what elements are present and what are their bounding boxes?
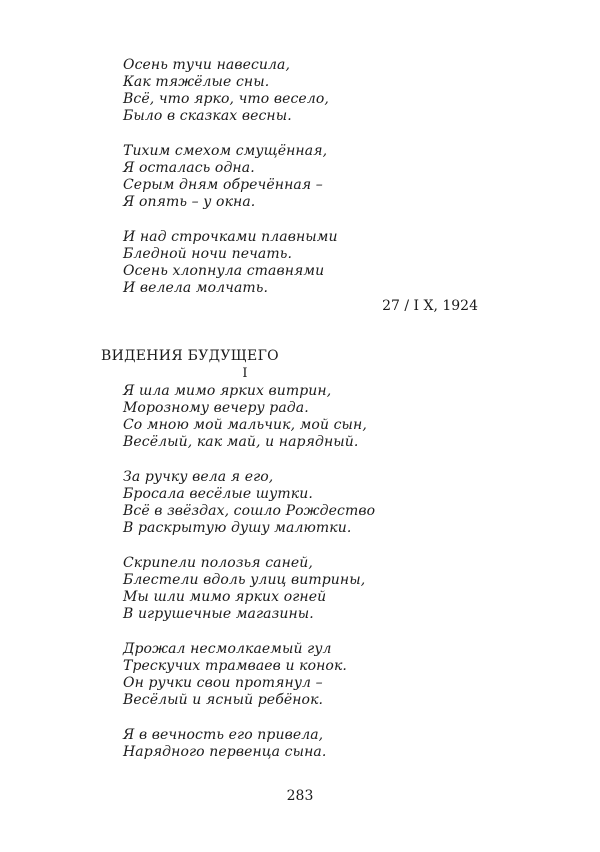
verse-line: Как тяжёлые сны. bbox=[123, 74, 270, 90]
page-number: 283 bbox=[286, 788, 314, 804]
verse-line: Трескучих трамваев и конок. bbox=[123, 658, 347, 674]
verse-line: Я в вечность его привела, bbox=[123, 727, 324, 743]
verse-line: Он ручки свои протянул – bbox=[123, 675, 323, 691]
verse-line: Весёлый, как май, и нарядный. bbox=[123, 434, 359, 450]
verse-line: И велела молчать. bbox=[123, 280, 269, 296]
verse-line: Было в сказках весны. bbox=[123, 108, 292, 124]
verse-line: Серым дням обречённая – bbox=[123, 177, 323, 193]
verse-line: Я опять – у окна. bbox=[123, 194, 256, 210]
verse-line: Нарядного первенца сына. bbox=[123, 744, 327, 760]
verse-line: Со мною мой мальчик, мой сын, bbox=[123, 417, 367, 433]
verse-line: Осень хлопнула ставнями bbox=[123, 263, 325, 279]
verse-line: Морозному вечеру рада. bbox=[123, 400, 309, 416]
verse-line: Мы шли мимо ярких огней bbox=[123, 589, 327, 605]
verse-line: В игрушечные магазины. bbox=[123, 606, 314, 622]
verse-line: И над строчками плавными bbox=[123, 229, 338, 245]
poem-title: ВИДЕНИЯ БУДУЩЕГО bbox=[101, 348, 279, 364]
verse-line: Дрожал несмолкаемый гул bbox=[123, 641, 332, 657]
verse-line: Всё, что ярко, что весело, bbox=[123, 91, 329, 107]
verse-line: Всё в звёздах, сошло Рождество bbox=[123, 503, 376, 519]
verse-line: Я шла мимо ярких витрин, bbox=[123, 383, 332, 399]
verse-line: Бледной ночи печать. bbox=[123, 246, 293, 262]
verse-line: Блестели вдоль улиц витрины, bbox=[123, 572, 366, 588]
verse-line: Тихим смехом смущённая, bbox=[123, 143, 328, 159]
verse-line: Я осталась одна. bbox=[123, 160, 255, 176]
poem-date: 27 / I X, 1924 bbox=[382, 298, 478, 314]
verse-line: Скрипели полозья саней, bbox=[123, 555, 313, 571]
verse-line: Осень тучи навесила, bbox=[123, 57, 291, 73]
verse-line: Весёлый и ясный ребёнок. bbox=[123, 692, 324, 708]
section-numeral: I bbox=[242, 366, 248, 381]
verse-line: В раскрытую душу малютки. bbox=[123, 520, 352, 536]
verse-line: Бросала весёлые шутки. bbox=[123, 486, 313, 502]
verse-line: За ручку вела я его, bbox=[123, 469, 274, 485]
